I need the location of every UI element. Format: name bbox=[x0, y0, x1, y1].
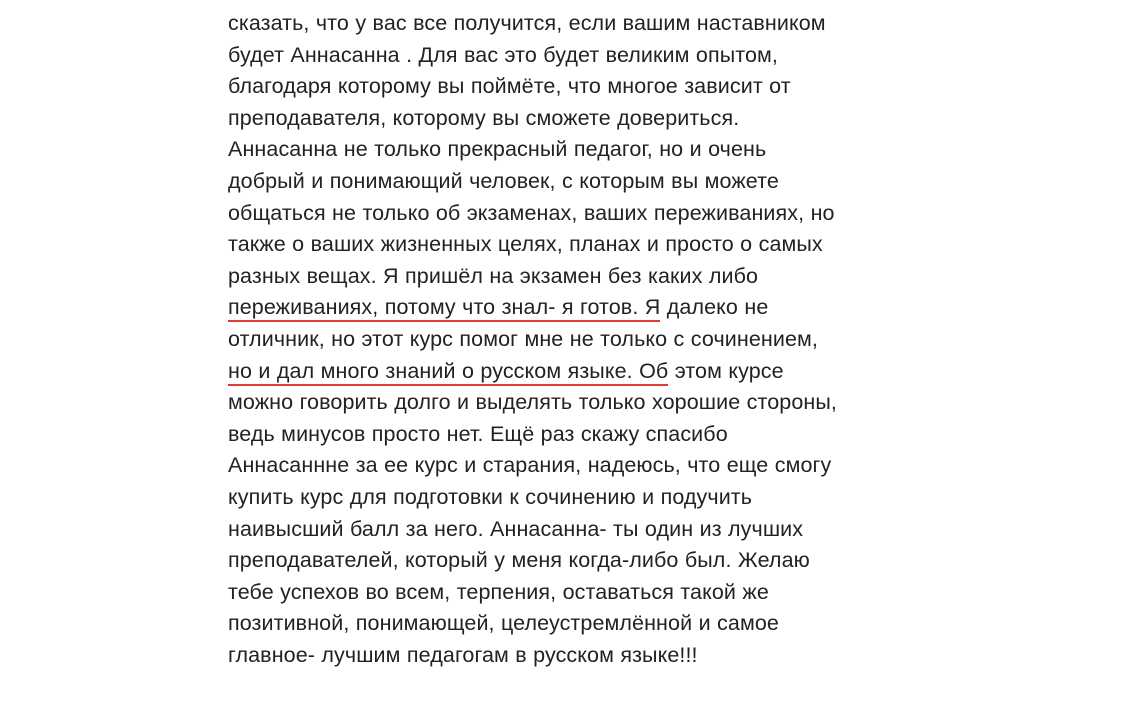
text-line bbox=[228, 134, 908, 166]
line-text: ведь минусов просто нет. Ещё раз скажу спасибо bbox=[228, 421, 728, 446]
text-line bbox=[228, 577, 908, 609]
text-line bbox=[228, 8, 908, 40]
underlined-phrase: переживаниях, потому что знал- я готов. Я bbox=[228, 295, 660, 322]
line-text: купить курс для подготовки к сочинению и подучить bbox=[228, 484, 753, 509]
line-text: наивысший балл за него. Аннасанна- ты один из лучших bbox=[228, 516, 804, 541]
line-text: главное- лучшим педагогам в русском языке!!! bbox=[228, 642, 698, 667]
line-text: сказать, что у вас все получится, если вашим наставником bbox=[228, 11, 826, 35]
line-text: будет Аннасанна . Для вас это будет великим опытом, bbox=[228, 42, 778, 67]
line-text: преподавателей, который у меня когда-либо был. Желаю bbox=[228, 548, 810, 573]
text-line bbox=[228, 450, 908, 482]
text-line bbox=[228, 545, 908, 577]
text-line bbox=[228, 166, 908, 198]
line-text: Аннасаннне за ее курс и старания, надеюсь, что еще смогу bbox=[228, 453, 832, 478]
text-line bbox=[228, 387, 908, 419]
line-text: добрый и понимающий человек, с которым вы можете bbox=[228, 168, 779, 193]
text-line bbox=[228, 419, 908, 451]
text-line bbox=[228, 324, 908, 356]
text-line bbox=[228, 608, 908, 640]
text-line bbox=[228, 640, 908, 672]
line-text: Аннасанна не только прекрасный педагог, но и очень bbox=[228, 137, 767, 162]
line-text: общаться не только об экзаменах, ваших переживаниях, но bbox=[228, 200, 835, 225]
line-text: разных вещах. Я пришёл на экзамен без каких либо bbox=[228, 263, 759, 288]
line-tail: этом курсе bbox=[668, 358, 784, 383]
text-line bbox=[228, 71, 908, 103]
line-text: отличник, но этот курс помог мне не только с сочинением, bbox=[228, 326, 818, 351]
text-line bbox=[228, 229, 908, 261]
line-text: также о ваших жизненных целях, планах и просто о самых bbox=[228, 232, 823, 257]
line-text: благодаря которому вы поймёте, что многое зависит от bbox=[228, 74, 791, 99]
underlined-phrase: но и дал много знаний о русском языке. Об bbox=[228, 359, 668, 386]
text-line bbox=[228, 261, 908, 293]
text-line bbox=[228, 514, 908, 546]
text-line-highlighted bbox=[228, 292, 908, 324]
text-line-highlighted bbox=[228, 356, 908, 388]
text-line bbox=[228, 40, 908, 72]
line-text: тебе успехов во всем, терпения, оставаться такой же bbox=[228, 579, 769, 604]
testimonial-body bbox=[228, 8, 908, 671]
line-text: позитивной, понимающей, целеустремлённой и самое bbox=[228, 611, 779, 636]
line-text: можно говорить долго и выделять только хорошие стороны, bbox=[228, 390, 837, 415]
text-line bbox=[228, 482, 908, 514]
text-line bbox=[228, 198, 908, 230]
line-text: преподавателя, которому вы сможете довериться. bbox=[228, 105, 740, 130]
text-line bbox=[228, 103, 908, 135]
line-tail: далеко не bbox=[660, 295, 769, 320]
